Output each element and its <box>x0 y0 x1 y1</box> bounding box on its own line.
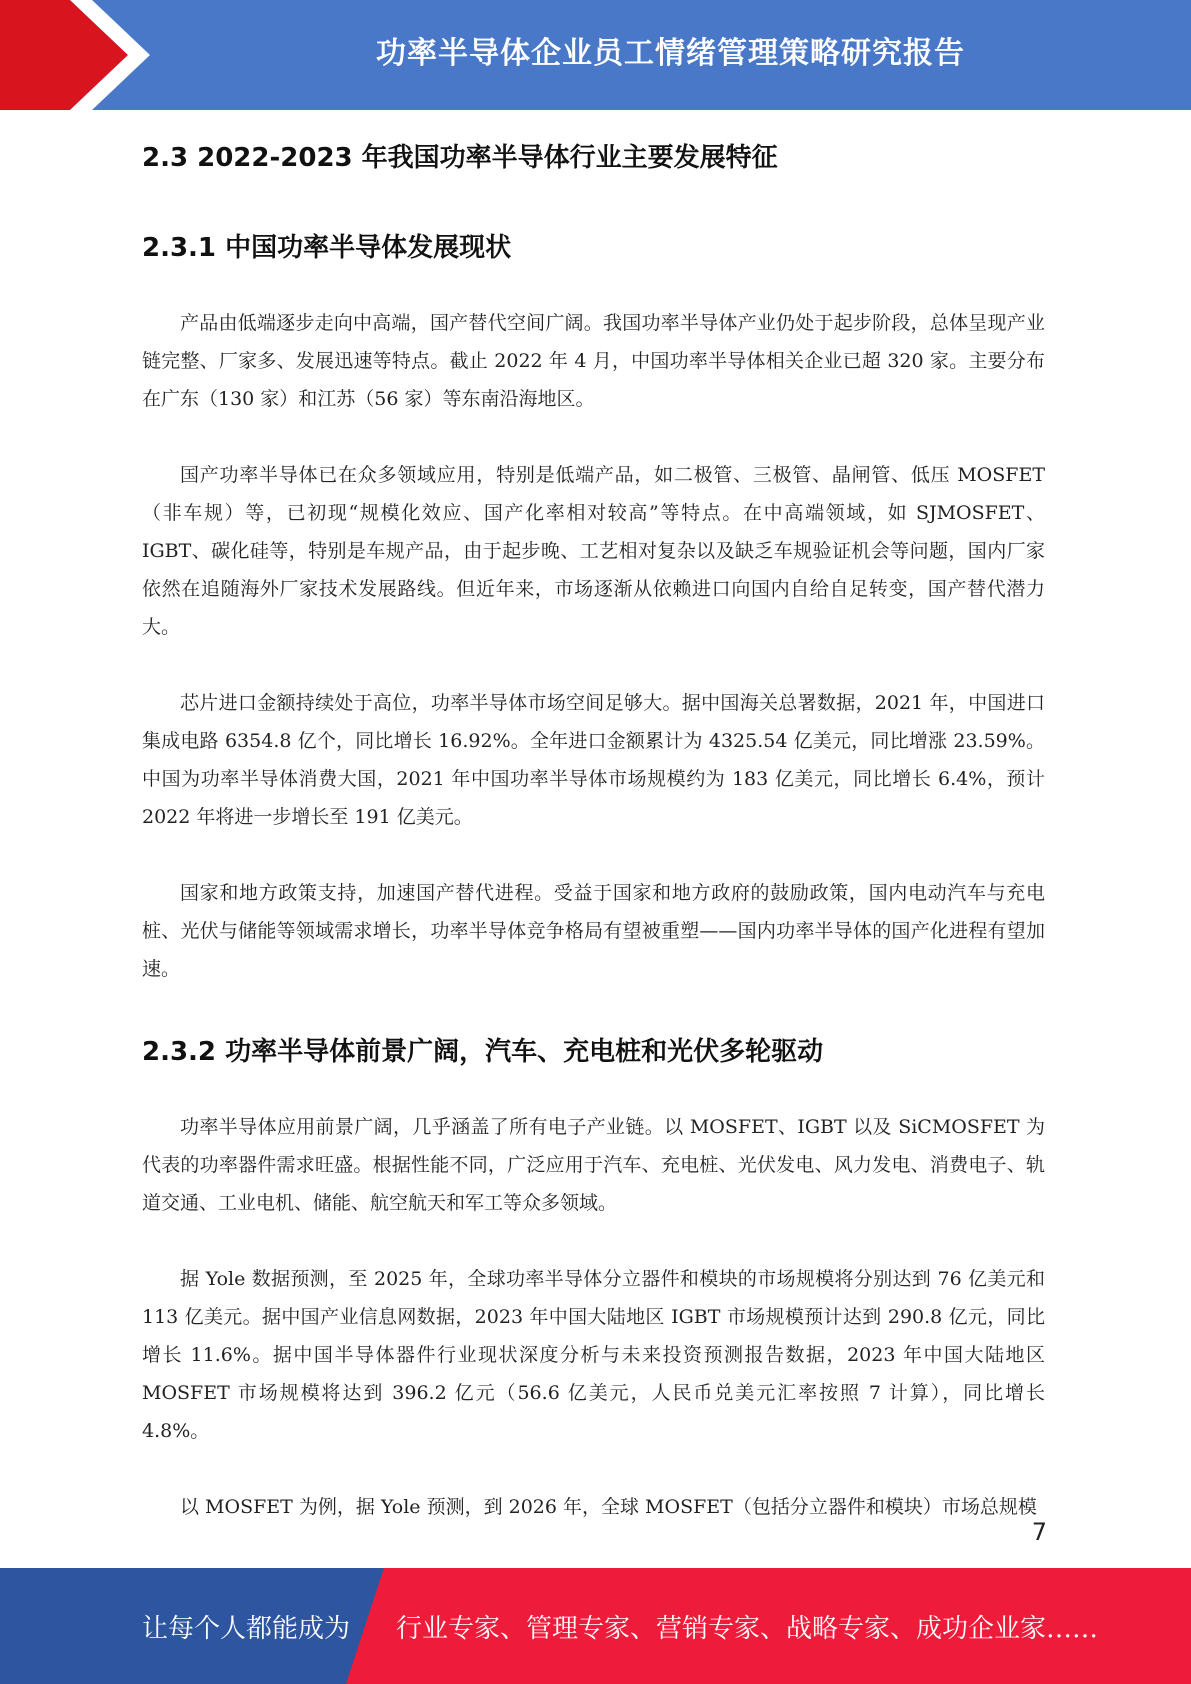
footer-slogan-right: 行业专家、管理专家、营销专家、战略专家、成功企业家…… <box>396 1613 1099 1644</box>
footer-band <box>0 1568 1191 1684</box>
header-band <box>0 0 1191 110</box>
paragraph: 以 MOSFET 为例，据 Yole 预测，到 2026 年，全球 MOSFET（包括分立器件和模块）市场总规模 <box>180 1496 1037 1518</box>
paragraph: 产品由低端逐步走向中高端，国产替代空间广阔。我国功率半导体产业仍处于起步阶段，总体呈现产业链完整、厂家多、发展迅速等特点。截止 2022 年 4 月，中国功率半导体相关企业已超 320 家。主要分布在广东（130 家）和江苏（56 家）等东南沿海地区。 <box>142 312 1045 410</box>
section-heading: 2.3 2022-2023 年我国功率半导体行业主要发展特征 <box>142 143 778 173</box>
footer-slogan-left: 让每个人都能成为 <box>142 1613 351 1644</box>
paragraph: 国产功率半导体已在众多领域应用，特别是低端产品，如二极管、三极管、晶闸管、低压 MOSFET（非车规）等，已初现“规模化效应、国产化率相对较高”等特点。在中高端领域，如 SJMOSFET、IGBT、碳化硅等，特别是车规产品，由于起步晚、工艺相对复杂以及缺乏车规验证机会等问题，国内厂家依然在追随海外厂家技术发展路线。但近年来，市场逐渐从依赖进口向国内自给自足转变，国产替代潜力大。 <box>142 464 1045 638</box>
header-title: 功率半导体企业员工情绪管理策略研究报告 <box>376 36 965 71</box>
paragraph: 功率半导体应用前景广阔，几乎涵盖了所有电子产业链。以 MOSFET、IGBT 以及 SiCMOSFET 为代表的功率器件需求旺盛。根据性能不同，广泛应用于汽车、充电桩、光伏发电、风力发电、消费电子、轨道交通、工业电机、储能、航空航天和军工等众多领域。 <box>142 1116 1045 1214</box>
subsection-heading-1: 2.3.1 中国功率半导体发展现状 <box>142 233 512 263</box>
subsection-heading-2: 2.3.2 功率半导体前景广阔，汽车、充电桩和光伏多轮驱动 <box>142 1037 824 1067</box>
paragraph: 国家和地方政策支持，加速国产替代进程。受益于国家和地方政府的鼓励政策，国内电动汽车与充电桩、光伏与储能等领域需求增长，功率半导体竞争格局有望被重塑——国内功率半导体的国产化进程有望加速。 <box>142 882 1045 980</box>
document-body <box>142 120 1045 1564</box>
paragraph: 芯片进口金额持续处于高位，功率半导体市场空间足够大。据中国海关总署数据，2021 年，中国进口集成电路 6354.8 亿个，同比增长 16.92%。全年进口金额累计为 4325.54 亿美元，同比增涨 23.59%。中国为功率半导体消费大国，2021 年中国功率半导体市场规模约为 183 亿美元，同比增长 6.4%，预计 2022 年将进一步增长至 191 亿美元。 <box>142 692 1045 828</box>
page-number: 7 <box>1031 1518 1047 1546</box>
paragraph: 据 Yole 数据预测，至 2025 年，全球功率半导体分立器件和模块的市场规模将分别达到 76 亿美元和 113 亿美元。据中国产业信息网数据，2023 年中国大陆地区 IGBT 市场规模预计达到 290.8 亿元，同比增长 11.6%。据中国半导体器件行业现状深度分析与未来投资预测报告数据，2023 年中国大陆地区 MOSFET 市场规模将达到 396.2 亿元（56.6 亿美元，人民币兑美元汇率按照 7 计算），同比增长 4.8%。 <box>142 1268 1045 1442</box>
